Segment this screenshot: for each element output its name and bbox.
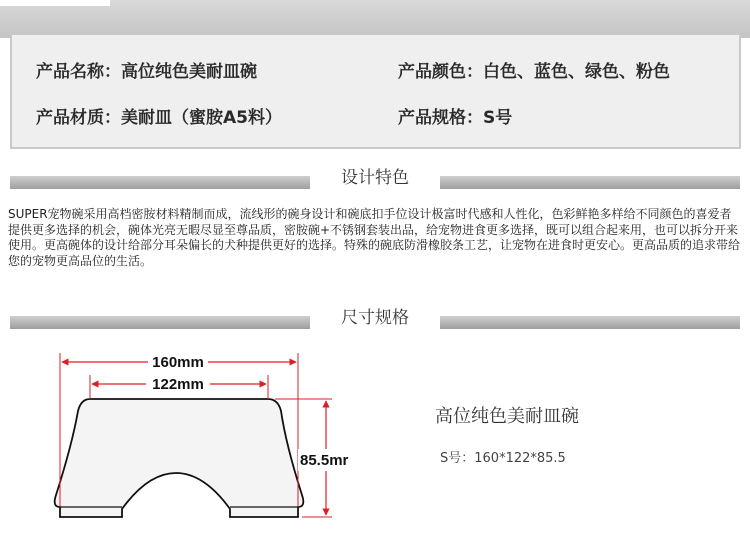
product-spec-field: 产品规格：S号: [398, 108, 513, 128]
product-name-field: 产品名称：高位纯色美耐皿碗: [36, 62, 257, 82]
bowl-outline: [55, 399, 304, 517]
product-description: SUPER宠物碗采用高档密胺材料精制而成，流线形的碗身设计和碗底扣手位设计极富时代感和人性化，色彩鲜艳多样给不同颜色的喜爱者提供更多选择的机会，碗体光亮无暇尽显至尊品质，密胺碗+不锈钢套装出品，给宠物进食更多选择，既可以组合起来用，也可以拆分开来使用。更高碗体的设计给部分耳朵偏长的犬种提供更好的选择。特殊的碗底防滑橡胶条工艺，让宠物在进食时更安心。更高品质的追求带给您的宠物更高品位的生活。: [8, 207, 741, 268]
product-size-spec: S号：160*122*85.5: [440, 451, 566, 466]
size-section-title: 尺寸规格: [341, 308, 409, 328]
header-notch: [0, 0, 110, 6]
width-label: 160mm: [152, 354, 204, 371]
bowl-dimension-diagram: [40, 345, 370, 540]
design-section-title: 设计特色: [341, 168, 409, 188]
inner-width-label: 122mm: [152, 376, 204, 393]
design-section-header: [10, 160, 740, 190]
product-material-field: 产品材质：美耐皿（蜜胺A5料）: [36, 108, 282, 128]
product-info-panel: [10, 33, 741, 149]
product-color-field: 产品颜色：白色、蓝色、绿色、粉色: [398, 62, 670, 82]
size-section-header: [10, 300, 740, 330]
product-title: 高位纯色美耐皿碗: [435, 406, 579, 427]
height-label: 85.5mr: [300, 452, 349, 469]
